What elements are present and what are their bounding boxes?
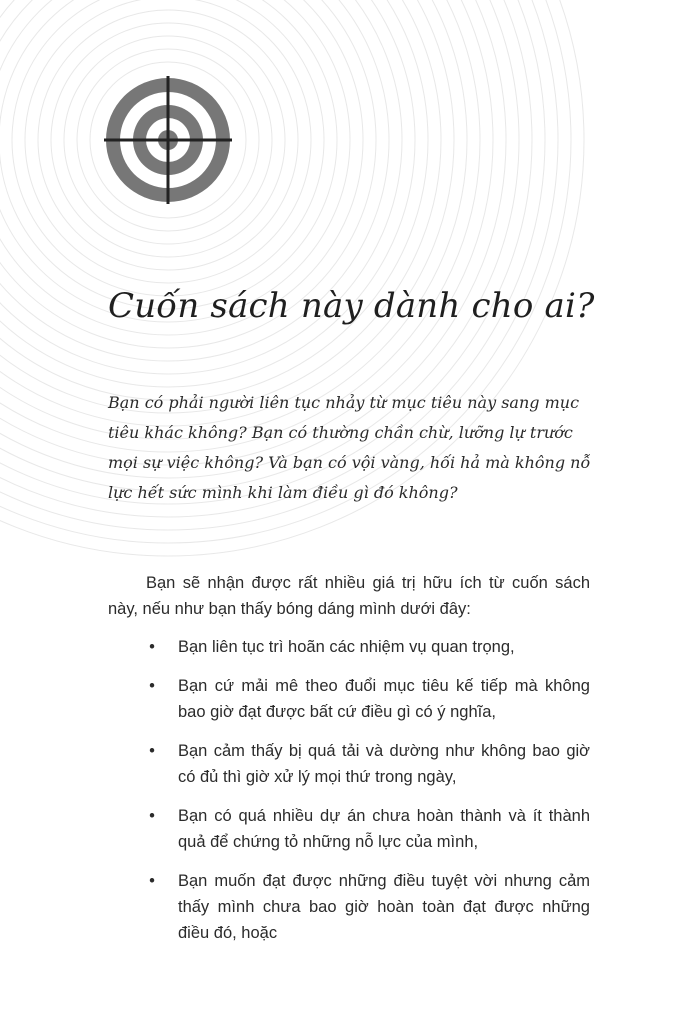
bullet-list (108, 634, 590, 946)
list-item-text: Bạn liên tục trì hoãn các nhiệm vụ quan trọng, (178, 638, 515, 656)
bullet-icon: • (149, 742, 155, 760)
list-item (108, 803, 590, 855)
bullet-icon: • (149, 638, 155, 656)
list-item (108, 673, 590, 725)
bullet-icon: • (149, 677, 155, 695)
target-icon (100, 72, 236, 208)
list-item (108, 738, 590, 790)
list-item (108, 868, 590, 946)
bullet-icon: • (149, 807, 155, 825)
intro-paragraph: Bạn có phải người liên tục nhảy từ mục tiêu này sang mục tiêu khác không? Bạn có thường chần chừ, lưỡng lự trước mọi sự việc không? Và bạn có vội vàng, hối hả mà không nỗ lực hết sức mình khi làm điều gì đó không? (108, 393, 591, 502)
list-item-text: Bạn cứ mải mê theo đuổi mục tiêu kế tiếp mà không bao giờ đạt được bất cứ điều gì có ý nghĩa, (178, 677, 590, 721)
list-item-text: Bạn cảm thấy bị quá tải và dường như không bao giờ có đủ thì giờ xử lý mọi thứ trong ngày, (178, 742, 590, 786)
main-body (108, 570, 590, 959)
lead-paragraph: Bạn sẽ nhận được rất nhiều giá trị hữu ích từ cuốn sách này, nếu như bạn thấy bóng dáng mình dưới đây: (108, 574, 590, 618)
list-item-text: Bạn muốn đạt được những điều tuyệt vời nhưng cảm thấy mình chưa bao giờ hoàn toàn đạt được những điều đó, hoặc (178, 872, 590, 942)
background-ring (0, 0, 467, 439)
list-item (108, 634, 590, 660)
background-ring (0, 0, 454, 426)
background-ring (0, 0, 480, 452)
list-item-text: Bạn có quá nhiều dự án chưa hoàn thành và ít thành quả để chứng tỏ những nỗ lực của mình, (178, 807, 590, 851)
page-title: Cuốn sách này dành cho ai? (108, 286, 595, 326)
bullet-icon: • (149, 872, 155, 890)
